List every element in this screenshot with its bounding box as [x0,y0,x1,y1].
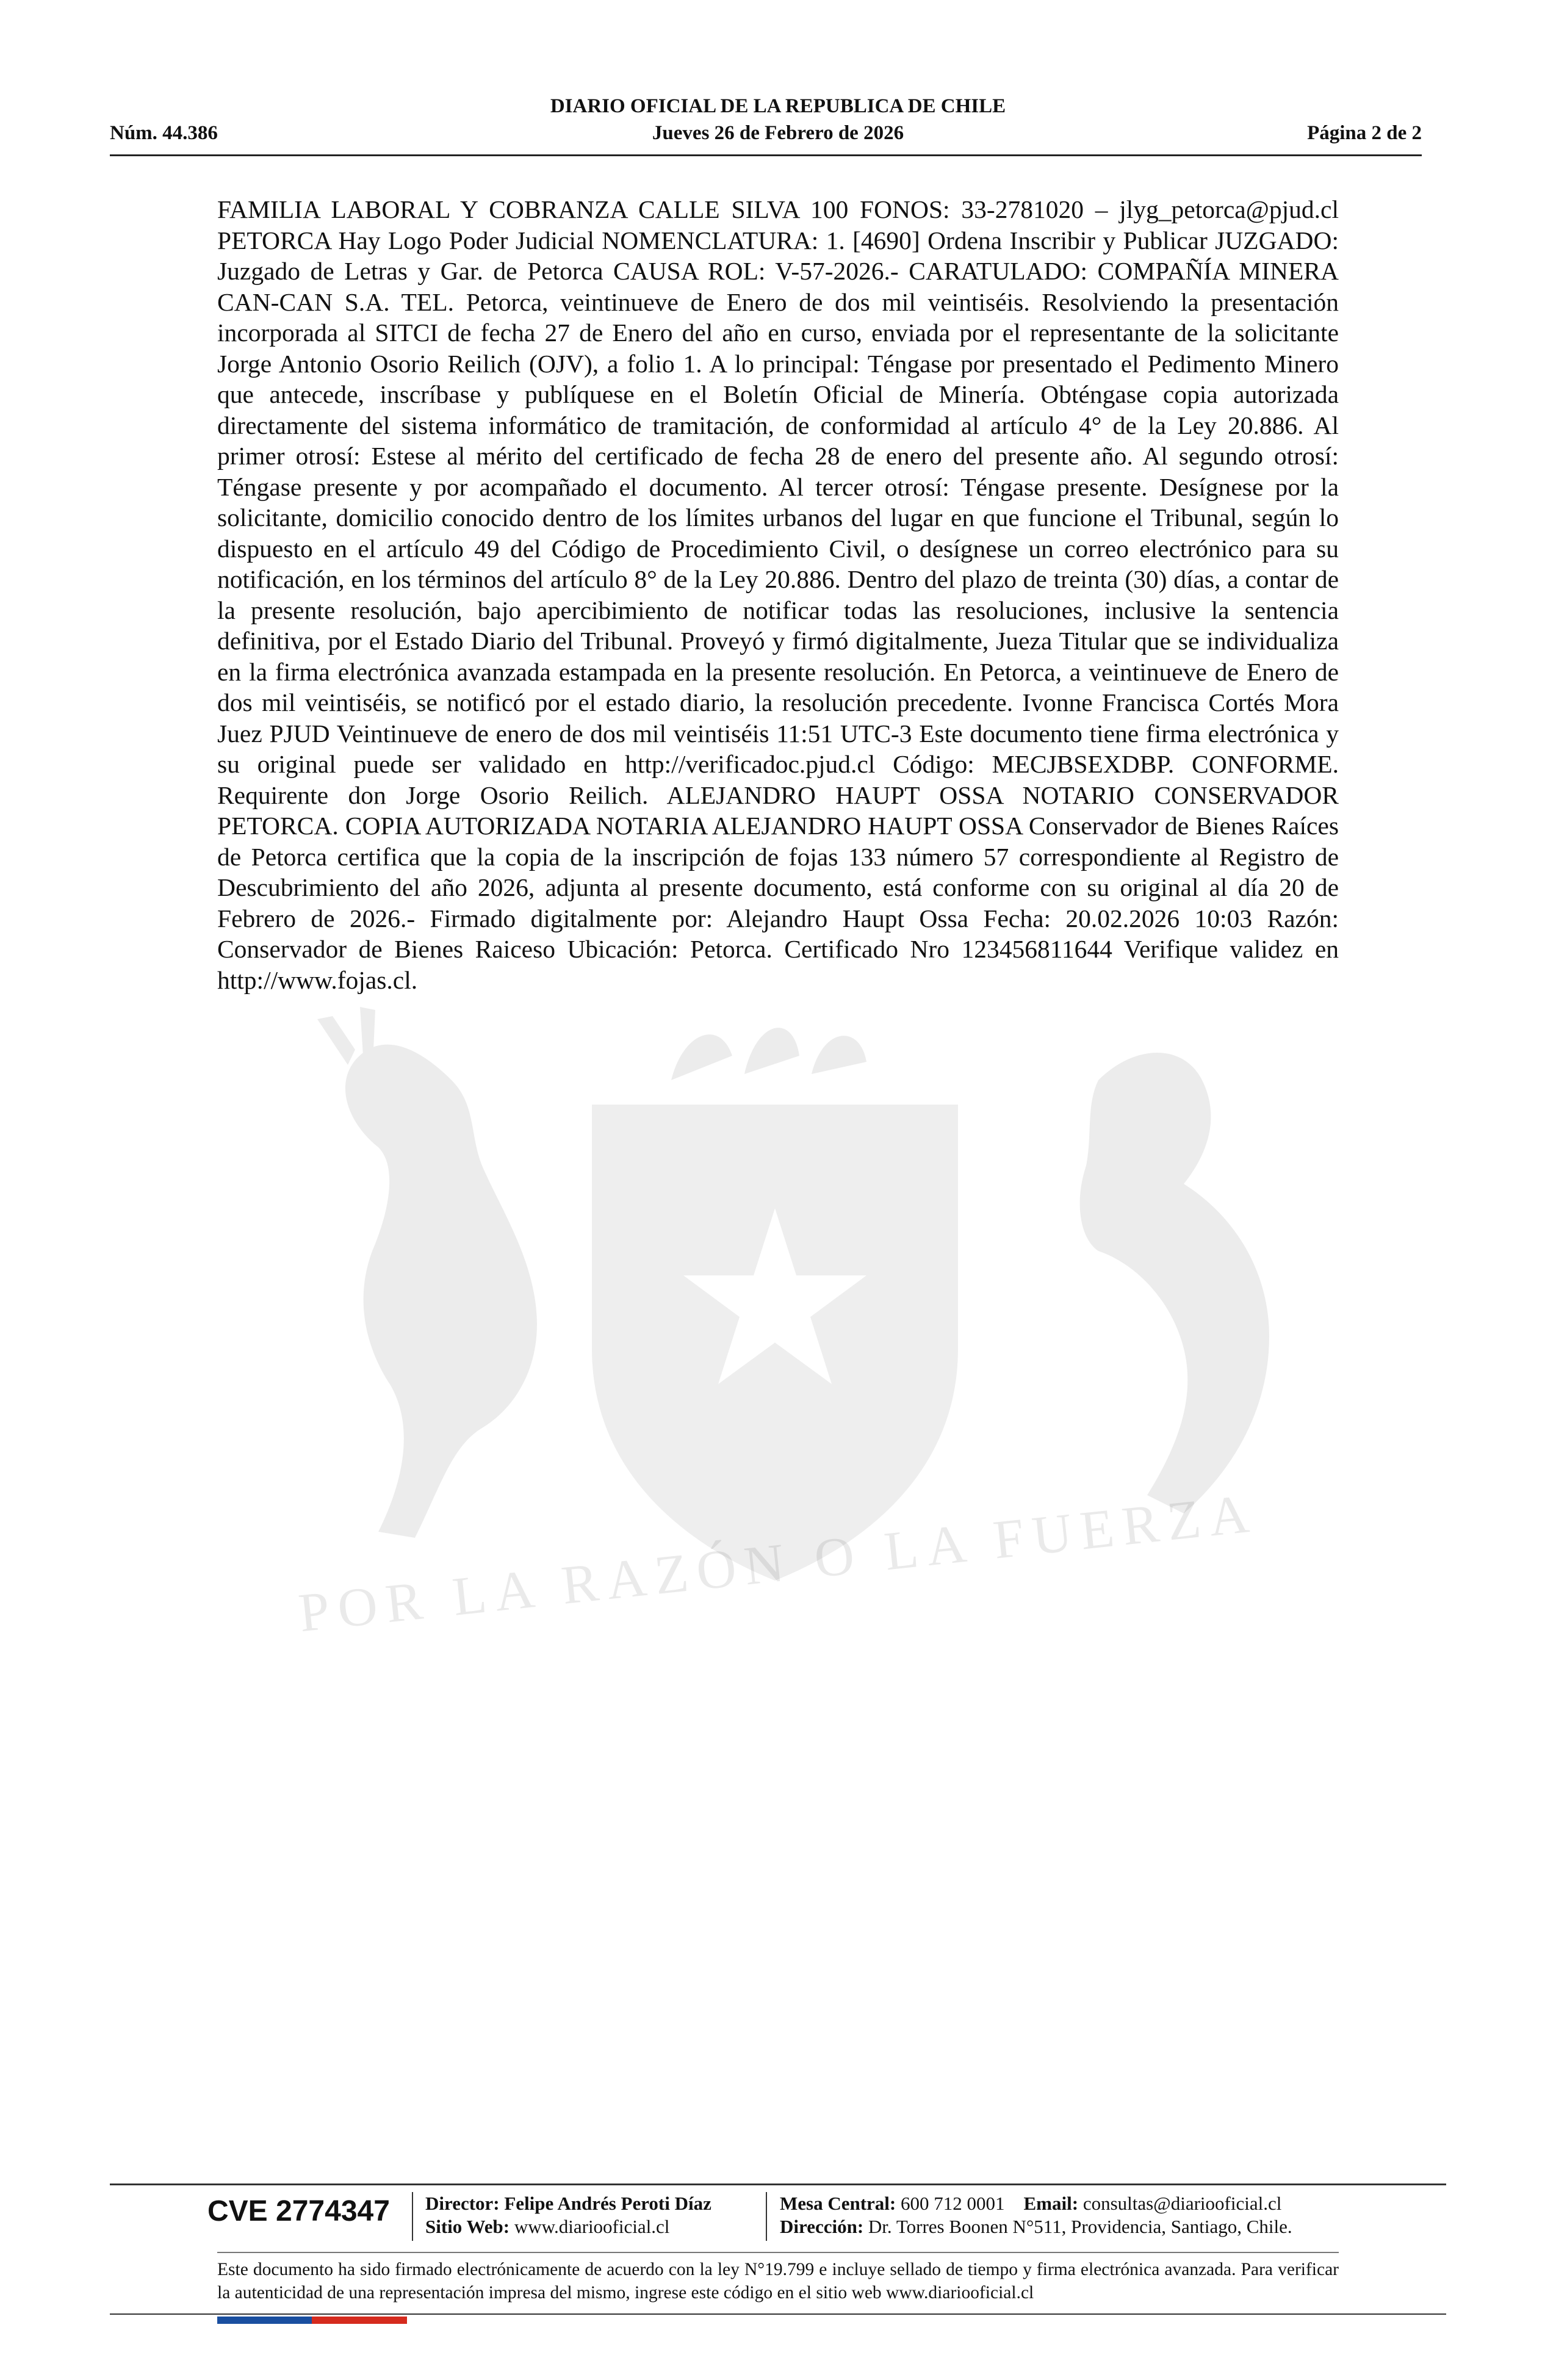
footer-separator [412,2192,413,2241]
watermark-motto: POR LA RAZÓN O LA FUERZA [295,1482,1261,1644]
footer-divider-middle [217,2252,1339,2253]
flag-stripe-red [312,2317,407,2324]
publication-body: FAMILIA LABORAL Y COBRANZA CALLE SILVA 100 FONOS: 33-2781020 – jlyg_petorca@pjud.cl PETORCA Hay Logo Poder Judicial NOMENCLATURA: 1. [4690] Ordena Inscribir y Publicar JUZGADO: Juzgado de Letras y Gar. de Petorca CAUSA ROL: V-57-2026.- CARATULADO: COMPAÑÍA MINERA CAN-CAN S.A. TEL. Petorca, veintinueve de Enero de dos mil veintiséis. Resolviendo la presentación incorporada al SITCI de fecha 27 de Enero del año en curso, enviada por el representante de la solicitante Jorge Antonio Osorio Reilich (OJV), a folio 1. A lo principal: Téngase por presentado el Pedimento Minero que antecede, inscríbase y publíquese en el Boletín Oficial de Minería. Obténgase copia autorizada directamente del sistema informático de tramitación, de conformidad al artículo 4° de la Ley 20.886. Al primer otrosí: Estese al mérito del certificado de fecha 28 de enero del presente año. Al segundo otrosí: Téngase presente y por acompañado el documento. Al tercer otrosí: Téngase presente. Desígnese por la solicitante, domicilio conocido dentro de los límites urbanos del lugar en que funcione el Tribunal, según lo dispuesto en el artículo 49 del Código de Procedimiento Civil, o desígnese un correo electrónico para su notificación, en los términos del artículo 8° de la Ley 20.886. Dentro del plazo de treinta (30) días, a contar de la presente resolución, bajo apercibimiento de notificar todas las resoluciones, inclusive la sentencia definitiva, por el Estado Diario del Tribunal. Proveyó y firmó digitalmente, Jueza Titular que se individualiza en la firma electrónica avanzada estampada en la presente resolución. En Petorca, a veintinueve de Enero de dos mil veintiséis, se notificó por el estado diario, la resolución precedente. Ivonne Francisca Cortés Mora Juez PJUD Veintinueve de enero de dos mil veintiséis 11:51 UTC-3 Este documento tiene firma electrónica y su original puede ser validado en http://verificadoc.pjud.cl Código: MECJBSEXDBP. CONFORME. Requirente don Jorge Osorio Reilich. ALEJANDRO HAUPT OSSA NOTARIO CONSERVADOR PETORCA. COPIA AUTORIZADA NOTARIA ALEJANDRO HAUPT OSSA Conservador de Bienes Raíces de Petorca certifica que la copia de la inscripción de fojas 133 número 57 correspondiente al Registro de Descubrimiento del año 2026, adjunta al presente documento, está conforme con su original al día 20 de Febrero de 2026.- Firmado digitalmente por: Alejandro Haupt Ossa Fecha: 20.02.2026 10:03 Razón: Conservador de Bienes Raiceso Ubicación: Petorca. Certificado Nro 123456811644 Verifique validez en http://www.fojas.cl. [217,195,1339,994]
page-indicator: Página 2 de 2 [1307,122,1422,144]
footer-divider-bottom [110,2313,1446,2315]
issue-date: Jueves 26 de Febrero de 2026 [652,122,904,144]
footer-contact-block [780,2192,1292,2238]
cve-code: CVE 2774347 [207,2195,390,2227]
footer-legal-notice: Este documento ha sido firmado electrónicamente de acuerdo con la ley N°19.799 e incluye sellado de tiempo y firma electrónica avanzada. Para verificar la autenticidad de una representación impresa del mismo, ingrese este código en el sitio web www.diariooficial.cl [217,2260,1339,2302]
issue-number: Núm. 44.386 [110,122,218,144]
mesa-central-phone: 600 712 0001 [901,2193,1005,2214]
website-label: Sitio Web: [425,2216,510,2237]
director-name: Felipe Andrés Peroti Díaz [504,2193,711,2214]
email-link[interactable]: consultas@diariooficial.cl [1082,2193,1282,2214]
mesa-central-label: Mesa Central: [780,2193,896,2214]
newspaper-title: DIARIO OFICIAL DE LA REPUBLICA DE CHILE [550,95,1006,117]
address-label: Dirección: [780,2216,864,2237]
footer-director-block [425,2192,711,2238]
email-label: Email: [1023,2193,1079,2214]
director-label: Director: [425,2193,500,2214]
flag-stripe-blue [217,2317,312,2324]
website-link[interactable]: www.diariooficial.cl [514,2216,670,2237]
footer-divider-top [110,2183,1446,2185]
address-value: Dr. Torres Boonen N°511, Providencia, Santiago, Chile. [868,2216,1292,2237]
header-divider [110,154,1422,156]
footer-separator [766,2192,767,2241]
